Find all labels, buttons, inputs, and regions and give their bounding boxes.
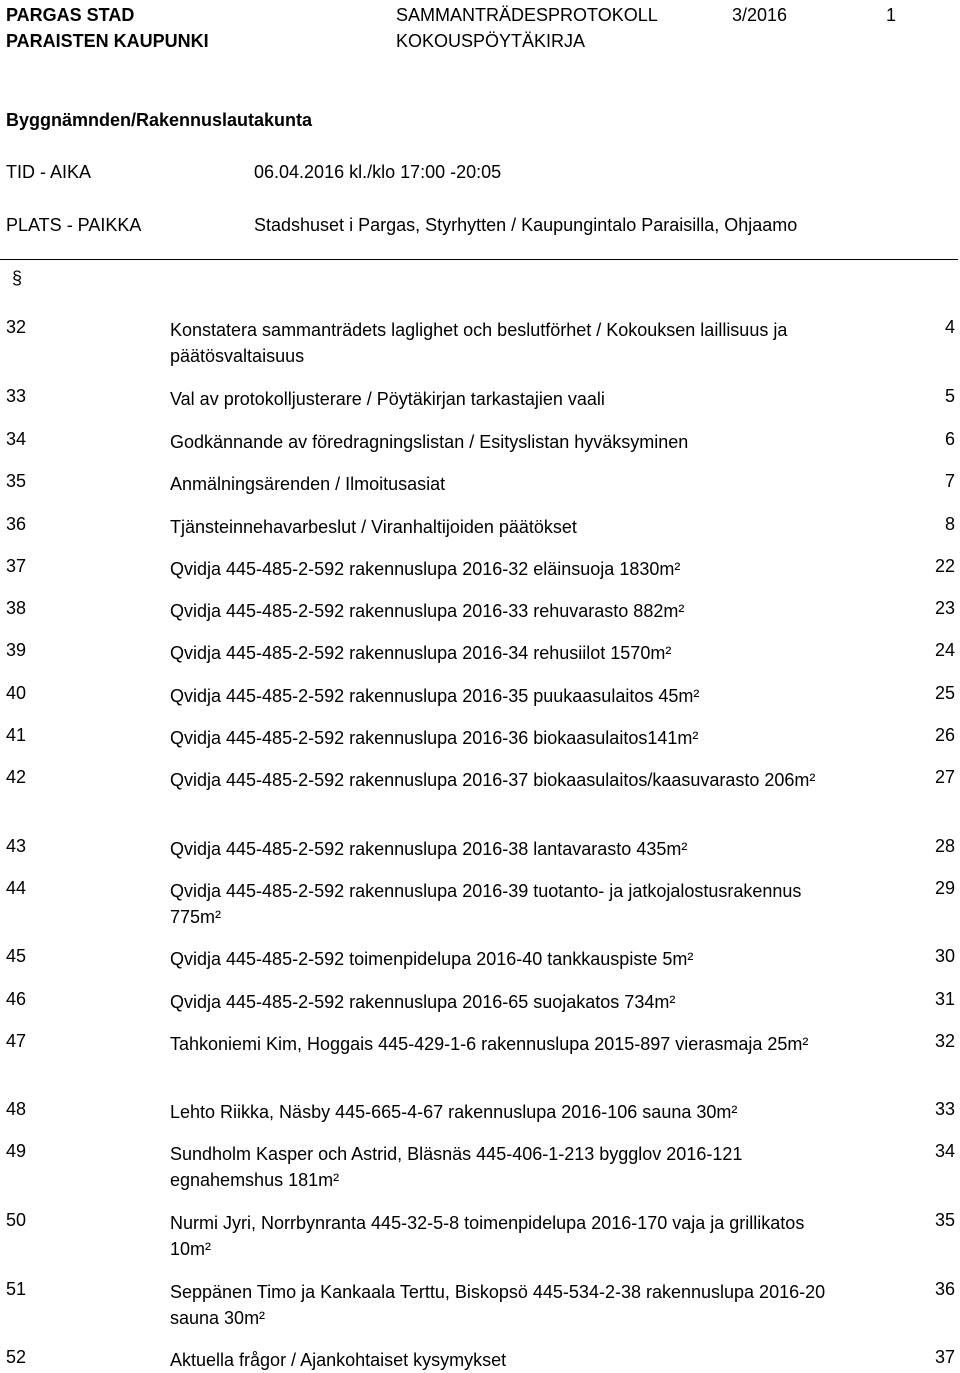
- agenda-item-number: 45: [6, 946, 27, 966]
- agenda-item-title: Qvidja 445-485-2-592 rakennuslupa 2016-65 suojakatos 734m²: [170, 992, 676, 1012]
- agenda-item-title: Godkännande av föredragningslistan / Esityslistan hyväksyminen: [170, 432, 689, 452]
- agenda-item-number: 36: [6, 514, 27, 534]
- org-name-fi: PARAISTEN KAUPUNKI: [6, 31, 209, 51]
- doc-type-sv: SAMMANTRÄDESPROTOKOLL: [396, 5, 658, 25]
- agenda-item-page: 32: [934, 1031, 955, 1051]
- agenda-item-title: Seppänen Timo ja Kankaala Terttu, Biskopsö 445-534-2-38 rakennuslupa 2016-20 sauna 30m²: [170, 1282, 826, 1328]
- agenda-item-page: 35: [934, 1210, 955, 1230]
- agenda-item-page: 4: [944, 317, 955, 337]
- agenda-item-page: 34: [934, 1141, 955, 1161]
- agenda-item-title: Val av protokolljusterare / Pöytäkirjan tarkastajien vaali: [170, 389, 605, 409]
- agenda-item-title: Nurmi Jyri, Norrbynranta 445-32-5-8 toimenpidelupa 2016-170 vaja ja grillikatos 10m²: [170, 1213, 805, 1259]
- agenda-item-number: 49: [6, 1141, 27, 1161]
- agenda-item-number: 37: [6, 556, 27, 576]
- agenda-item-number: 38: [6, 598, 27, 618]
- agenda-item-number: 33: [6, 386, 27, 406]
- agenda-item-number: 41: [6, 725, 27, 745]
- agenda-item-number: 34: [6, 429, 27, 449]
- agenda-item-title: Qvidja 445-485-2-592 rakennuslupa 2016-37 biokaasulaitos/kaasuvarasto 206m²: [170, 770, 816, 790]
- agenda-item-number: 48: [6, 1099, 27, 1119]
- agenda-item-title: Qvidja 445-485-2-592 rakennuslupa 2016-35 puukaasulaitos 45m²: [170, 686, 700, 706]
- protocol-number: 3/2016: [732, 5, 788, 25]
- agenda-item-page: 23: [934, 598, 955, 618]
- agenda-item-page: 30: [934, 946, 955, 966]
- agenda-item-title: Qvidja 445-485-2-592 rakennuslupa 2016-38 lantavarasto 435m²: [170, 839, 688, 859]
- time-label: TID - AIKA: [6, 162, 92, 182]
- agenda-item-page: 25: [934, 683, 955, 703]
- agenda-item-number: 32: [6, 317, 27, 337]
- agenda-item-number: 39: [6, 640, 27, 660]
- doc-type-fi: KOKOUSPÖYTÄKIRJA: [396, 31, 586, 51]
- agenda-item-page: 6: [944, 429, 955, 449]
- section-symbol: §: [12, 268, 23, 288]
- agenda-item-title: Qvidja 445-485-2-592 rakennuslupa 2016-32 eläinsuoja 1830m²: [170, 559, 681, 579]
- committee-name: Byggnämnden/Rakennuslautakunta: [6, 110, 313, 130]
- agenda-item-number: 44: [6, 878, 27, 898]
- agenda-item-page: 29: [934, 878, 955, 898]
- place-label: PLATS - PAIKKA: [6, 215, 142, 235]
- agenda-item-number: 51: [6, 1279, 27, 1299]
- place-value: Stadshuset i Pargas, Styrhytten / Kaupungintalo Paraisilla, Ohjaamo: [254, 215, 798, 235]
- agenda-item-page: 33: [934, 1099, 955, 1119]
- agenda-item-title: Konstatera sammanträdets laglighet och beslutförhet / Kokouksen laillisuus ja päätösvaltaisuus: [170, 320, 788, 366]
- agenda-item-page: 22: [934, 556, 955, 576]
- agenda-item-page: 26: [934, 725, 955, 745]
- header-rule: [0, 259, 958, 260]
- agenda-item-page: 31: [934, 989, 955, 1009]
- agenda-item-number: 50: [6, 1210, 27, 1230]
- time-value: 06.04.2016 kl./klo 17:00 -20:05: [254, 162, 502, 182]
- agenda-item-page: 37: [934, 1347, 955, 1367]
- agenda-item-title: Qvidja 445-485-2-592 rakennuslupa 2016-36 biokaasulaitos141m²: [170, 728, 699, 748]
- agenda-item-number: 35: [6, 471, 27, 491]
- agenda-item-title: Qvidja 445-485-2-592 rakennuslupa 2016-34 rehusiilot 1570m²: [170, 643, 672, 663]
- agenda-item-number: 46: [6, 989, 27, 1009]
- page-number: 1: [886, 5, 897, 25]
- agenda-item-title: Aktuella frågor / Ajankohtaiset kysymykset: [170, 1350, 507, 1370]
- agenda-item-title: Anmälningsärenden / Ilmoitusasiat: [170, 474, 446, 494]
- agenda-item-page: 8: [944, 514, 955, 534]
- agenda-item-page: 5: [944, 386, 955, 406]
- agenda-item-title: Tjänsteinnehavarbeslut / Viranhaltijoiden päätökset: [170, 517, 577, 537]
- agenda-item-page: 28: [934, 836, 955, 856]
- agenda-item-page: 24: [934, 640, 955, 660]
- agenda-item-title: Qvidja 445-485-2-592 rakennuslupa 2016-33 rehuvarasto 882m²: [170, 601, 685, 621]
- agenda-item-page: 7: [944, 471, 955, 491]
- agenda-item-number: 40: [6, 683, 27, 703]
- agenda-item-title: Tahkoniemi Kim, Hoggais 445-429-1-6 rakennuslupa 2015-897 vierasmaja 25m²: [170, 1034, 809, 1054]
- agenda-item-title: Qvidja 445-485-2-592 toimenpidelupa 2016-40 tankkauspiste 5m²: [170, 949, 694, 969]
- agenda-item-number: 43: [6, 836, 27, 856]
- agenda-item-number: 47: [6, 1031, 27, 1051]
- agenda-item-title: Sundholm Kasper och Astrid, Bläsnäs 445-406-1-213 bygglov 2016-121 egnahemshus 181m²: [170, 1144, 743, 1190]
- org-name-sv: PARGAS STAD: [6, 5, 135, 25]
- agenda-item-page: 27: [934, 767, 955, 787]
- agenda-item-title: Qvidja 445-485-2-592 rakennuslupa 2016-39 tuotanto- ja jatkojalostusrakennus 775m²: [170, 881, 802, 927]
- agenda-item-title: Lehto Riikka, Näsby 445-665-4-67 rakennuslupa 2016-106 sauna 30m²: [170, 1102, 738, 1122]
- agenda-item-page: 36: [934, 1279, 955, 1299]
- agenda-item-number: 42: [6, 767, 27, 787]
- agenda-item-number: 52: [6, 1347, 27, 1367]
